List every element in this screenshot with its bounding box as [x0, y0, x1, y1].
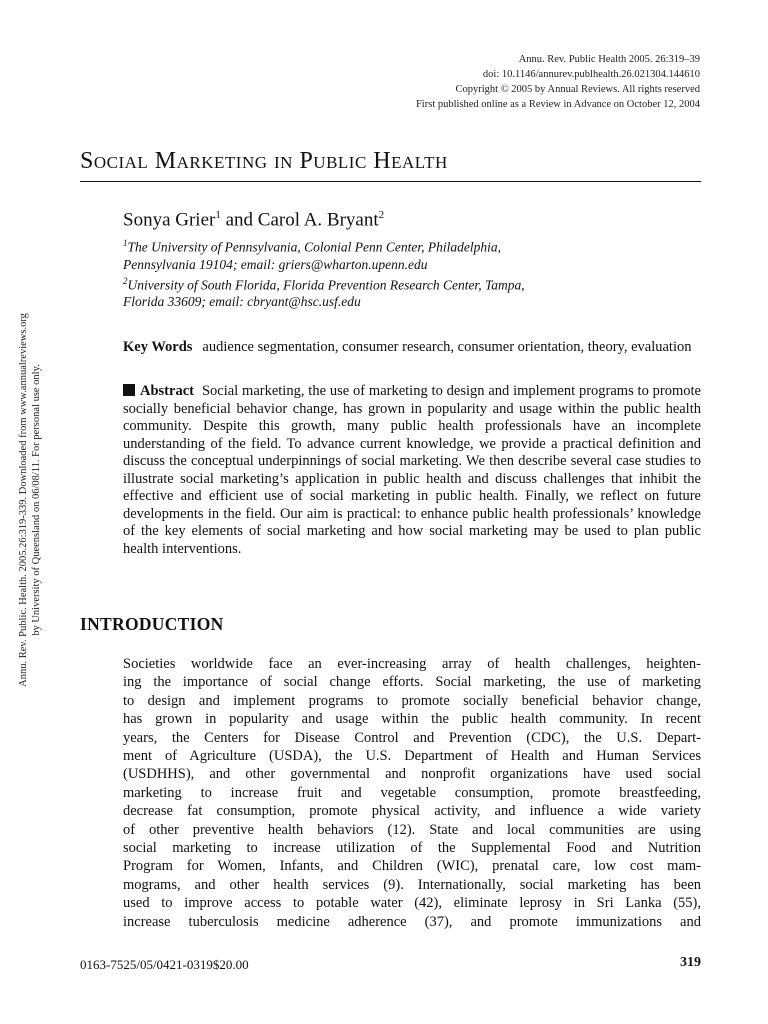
author-name: Carol A. Bryant	[257, 209, 379, 231]
affiliation-line: Florida 33609; email: cbryant@hsc.usf.edu	[123, 294, 361, 309]
square-bullet-icon	[123, 384, 135, 396]
page-number: 319	[680, 955, 701, 970]
article-title: Social Marketing in Public Health	[80, 148, 448, 174]
keywords-text: audience segmentation, consumer research, consumer orientation, theory, evaluation	[202, 339, 692, 355]
affiliation-line	[123, 235, 683, 256]
watermark-line-2: by University of Queensland on 06/08/11. For personal use only.	[31, 364, 42, 636]
affiliation-marker: 2	[123, 275, 128, 286]
footer-code: 0163-7525/05/0421-0319$20.00	[80, 957, 249, 972]
body-line: marketing to increase fruit and vegetable consumption, promote breastfeeding,	[123, 784, 701, 801]
section-heading: INTRODUCTION	[80, 614, 224, 634]
affiliations	[123, 235, 683, 310]
body-line: mograms, and other health services (9). Internationally, social marketing has been	[123, 876, 701, 893]
abstract-label: Abstract	[140, 383, 194, 399]
author-name: Sonya Grier	[123, 209, 216, 231]
title-divider	[80, 181, 701, 182]
affiliation-line	[123, 273, 683, 294]
author-connector: and	[220, 209, 258, 231]
affiliation-text: The University of Pennsylvania, Colonial Penn Center, Philadelphia,	[127, 239, 501, 255]
affiliation-marker: 1	[123, 238, 128, 248]
watermark-line-1: Annu. Rev. Public. Health. 2005.26:319-339. Downloaded from www.annualreviews.org	[18, 313, 29, 687]
body-line: (USDHHS), and other governmental and nonprofit organizations have used social	[123, 766, 701, 783]
keywords-block	[123, 338, 703, 356]
affiliation-text: University of South Florida, Florida Prevention Research Center, Tampa,	[127, 277, 525, 292]
affiliation-line: Pennsylvania 19104; email: griers@wharton.upenn.edu	[123, 256, 428, 272]
download-watermark	[0, 0, 60, 1024]
body-line: ing the importance of social change efforts. Social marketing, the use of marketing	[123, 674, 701, 691]
body-line: Program for Women, Infants, and Children (WIC), prenatal care, low cost mam-	[123, 858, 701, 875]
affiliation-marker: 1	[215, 209, 221, 221]
affiliation-marker: 2	[378, 209, 385, 221]
abstract-block	[123, 383, 701, 558]
doi-line[interactable]: doi: 10.1146/annurev.publhealth.26.021304.144610	[482, 69, 700, 80]
body-line: increase tuberculosis medicine adherence (37), and promote immunizations and	[123, 913, 701, 930]
body-line: of other preventive health behaviors (12). State and local communities are using	[123, 821, 701, 838]
introduction-body	[123, 655, 701, 931]
body-line: social marketing to increase utilization of the Supplemental Food and Nutrition	[123, 840, 701, 857]
body-line: ment of Agriculture (USDA), the U.S. Department of Health and Human Services	[123, 748, 701, 765]
journal-header	[416, 52, 700, 112]
copyright-line: Copyright © 2005 by Annual Reviews. All rights reserved	[455, 84, 700, 95]
abstract-text: Social marketing, the use of marketing to design and implement programs to promote socially beneficial behavior change, has grown in popularity and usage within the public health community. Despite this growth, many public health professionals have an incomplete understanding of the field. To advance current knowledge, we provide a practical definition and discuss the conceptual underpinnings of social marketing. We then describe several case studies to illustrate social marketing’s application in public health and discuss challenges that inhibit the effective and efficient use of social marketing in public health. Finally, we reflect on future developments in the field. Our aim is practical: to enhance public health professionals’ knowledge of the key elements of social marketing and how social marketing may be used to plan public health interventions.	[123, 383, 701, 557]
journal-citation: Annu. Rev. Public Health 2005. 26:319–39	[518, 54, 700, 65]
body-line: has grown in popularity and usage within the public health community. In recent	[123, 711, 701, 728]
keywords-label: Key Words	[123, 339, 193, 355]
body-line: years, the Centers for Disease Control and Prevention (CDC), the U.S. Depart-	[123, 729, 701, 746]
published-line: First published online as a Review in Advance on October 12, 2004	[415, 99, 700, 110]
body-line: used to improve access to potable water (42), eliminate leprosy in Sri Lanka (55),	[123, 895, 701, 912]
body-line: Societies worldwide face an ever-increasing array of health challenges, heighten-	[123, 656, 701, 672]
body-line: to design and implement programs to promote socially beneficial behavior change,	[123, 692, 701, 709]
author-list	[123, 209, 384, 231]
download-watermark-text	[17, 313, 43, 687]
body-line: decrease fat consumption, promote physical activity, and influence a wide variety	[123, 803, 701, 820]
